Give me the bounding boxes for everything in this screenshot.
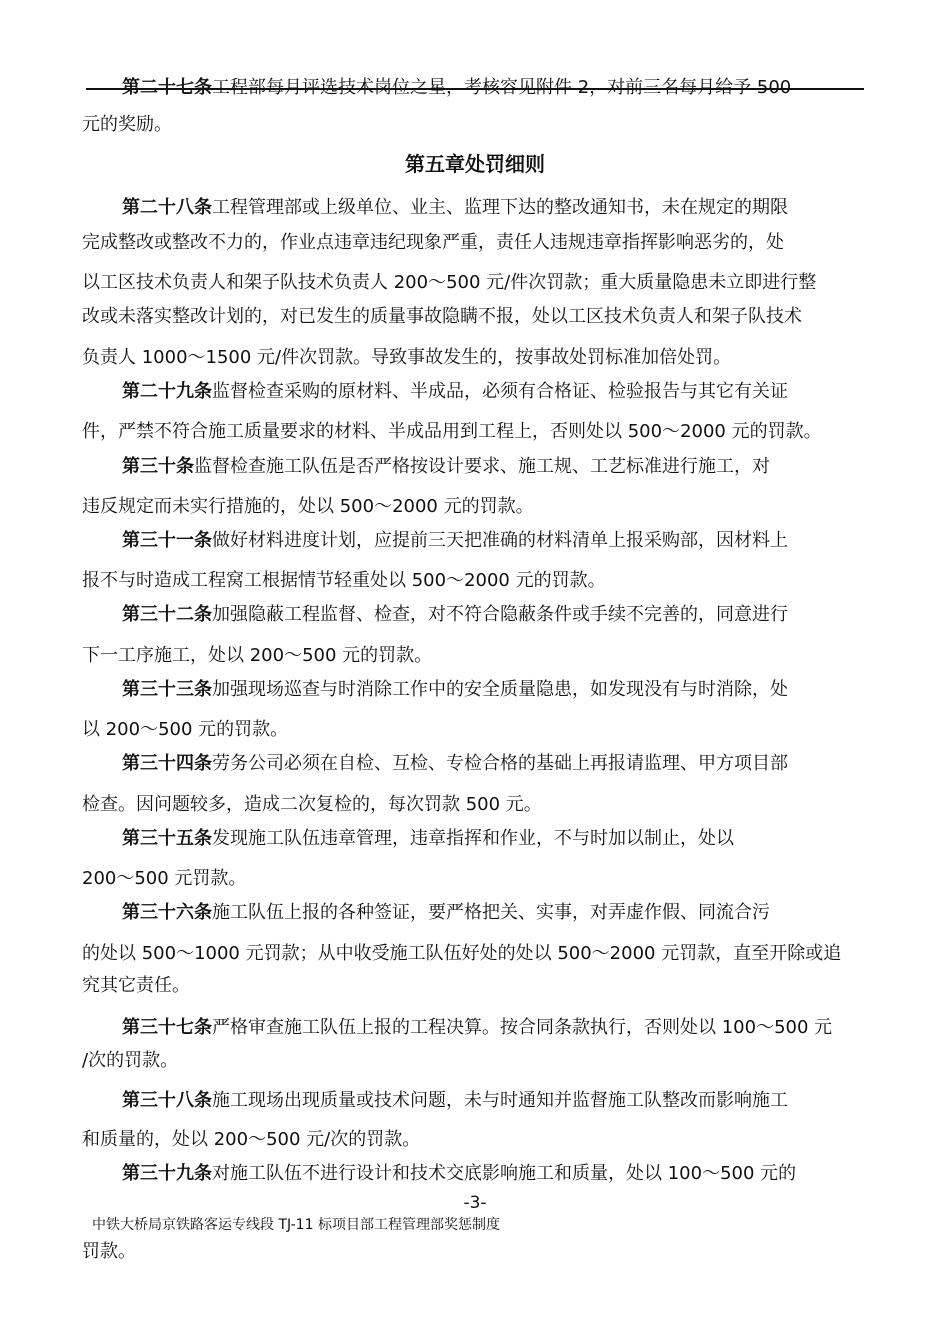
article-34-line-2: 检查。因问题较多，造成二次复检的，每次罚款 500 元。 bbox=[82, 794, 542, 815]
page-number: -3- bbox=[463, 1193, 487, 1213]
article-27-line-1: 第二十七条工程部每月评选技术岗位之星，考核容见附件 2，对前三名每月给予 500 bbox=[122, 77, 792, 98]
article-36-line-1: 第三十六条施工队伍上报的各种签证，要严格把关、实事，对弄虚作假、同流合污 bbox=[122, 902, 770, 923]
article-39-line-2: 罚款。 bbox=[82, 1241, 136, 1262]
article-27-number: 第二十七条 bbox=[122, 77, 212, 98]
article-31-line-2: 报不与时造成工程窝工根据情节轻重处以 500～2000 元的罚款。 bbox=[82, 570, 606, 591]
article-38-number: 第三十八条 bbox=[122, 1090, 212, 1111]
article-33-number: 第三十三条 bbox=[122, 679, 212, 700]
article-36-number: 第三十六条 bbox=[122, 902, 212, 923]
article-28-line-2: 完成整改或整改不力的，作业点违章违纪现象严重，责任人违规违章指挥影响恶劣的，处 bbox=[82, 232, 784, 253]
article-33-line-1: 第三十三条加强现场巡查与时消除工作中的安全质量隐患，如发现没有与时消除，处 bbox=[122, 679, 788, 700]
article-29-number: 第二十九条 bbox=[122, 381, 212, 402]
article-39-line-1: 第三十九条对施工队伍不进行设计和技术交底影响施工和质量，处以 100～500 元的 bbox=[122, 1163, 797, 1184]
article-35-line-1: 第三十五条发现施工队伍违章管理，违章指挥和作业，不与时加以制止，处以 bbox=[122, 828, 734, 849]
article-38-line-1: 第三十八条施工现场出现质量或技术问题，未与时通知并监督施工队整改而影响施工 bbox=[122, 1090, 788, 1111]
article-30-line-2: 违反规定而未实行措施的，处以 500～2000 元的罚款。 bbox=[82, 496, 534, 517]
article-36-line-3: 究其它责任。 bbox=[82, 975, 190, 996]
article-30-line-1: 第三十条监督检查施工队伍是否严格按设计要求、施工规、工艺标准进行施工，对 bbox=[122, 456, 770, 477]
article-35-number: 第三十五条 bbox=[122, 828, 212, 849]
article-28-line-1: 第二十八条工程管理部或上级单位、业主、监理下达的整改通知书，未在规定的期限 bbox=[122, 197, 788, 218]
chapter-title: 第五章处罚细则 bbox=[405, 152, 545, 176]
article-38-line-2: 和质量的，处以 200～500 元/次的罚款。 bbox=[82, 1129, 421, 1150]
article-37-number: 第三十七条 bbox=[122, 1017, 212, 1038]
article-37-line-1: 第三十七条严格审查施工队伍上报的工程决算。按合同条款执行，否则处以 100～500 元 bbox=[122, 1017, 833, 1038]
article-30-number: 第三十条 bbox=[122, 456, 194, 477]
article-35-line-2: 200～500 元罚款。 bbox=[82, 868, 247, 889]
article-27-line-2: 元的奖励。 bbox=[82, 114, 172, 135]
article-28-number: 第二十八条 bbox=[122, 197, 212, 218]
article-36-line-2: 的处以 500～1000 元罚款；从中收受施工队伍好处的处以 500～2000 元罚款，直至开除或追 bbox=[82, 943, 842, 964]
article-37-line-2: /次的罚款。 bbox=[82, 1050, 179, 1071]
article-31-number: 第三十一条 bbox=[122, 530, 212, 551]
article-28-line-4: 改或未落实整改计划的，对已发生的质量事故隐瞒不报，处以工区技术负责人和架子队技术 bbox=[82, 306, 802, 327]
article-32-line-2: 下一工序施工，处以 200～500 元的罚款。 bbox=[82, 645, 433, 666]
article-28-line-5: 负责人 1000～1500 元/件次罚款。导致事故发生的，按事故处罚标准加倍处罚。 bbox=[82, 347, 732, 368]
article-28-line-3: 以工区技术负责人和架子队技术负责人 200～500 元/件次罚款；重大质量隐患未立即进行整 bbox=[82, 272, 817, 293]
article-34-number: 第三十四条 bbox=[122, 753, 212, 774]
article-29-line-1: 第二十九条监督检查采购的原材料、半成品，必须有合格证、检验报告与其它有关证 bbox=[122, 381, 788, 402]
article-33-line-2: 以 200～500 元的罚款。 bbox=[82, 719, 289, 740]
article-32-number: 第三十二条 bbox=[122, 604, 212, 625]
article-31-line-1: 第三十一条做好材料进度计划，应提前三天把准确的材料清单上报采购部，因材料上 bbox=[122, 530, 788, 551]
page-footer: 中铁大桥局京铁路客运专线段 TJ-11 标项目部工程管理部奖惩制度 bbox=[92, 1217, 500, 1233]
article-29-line-2: 件，严禁不符合施工质量要求的材料、半成品用到工程上，否则处以 500～2000 元的罚款。 bbox=[82, 421, 822, 442]
article-39-number: 第三十九条 bbox=[122, 1163, 212, 1184]
article-34-line-1: 第三十四条劳务公司必须在自检、互检、专检合格的基础上再报请监理、甲方项目部 bbox=[122, 753, 788, 774]
article-32-line-1: 第三十二条加强隐蔽工程监督、检查，对不符合隐蔽条件或手续不完善的，同意进行 bbox=[122, 604, 788, 625]
